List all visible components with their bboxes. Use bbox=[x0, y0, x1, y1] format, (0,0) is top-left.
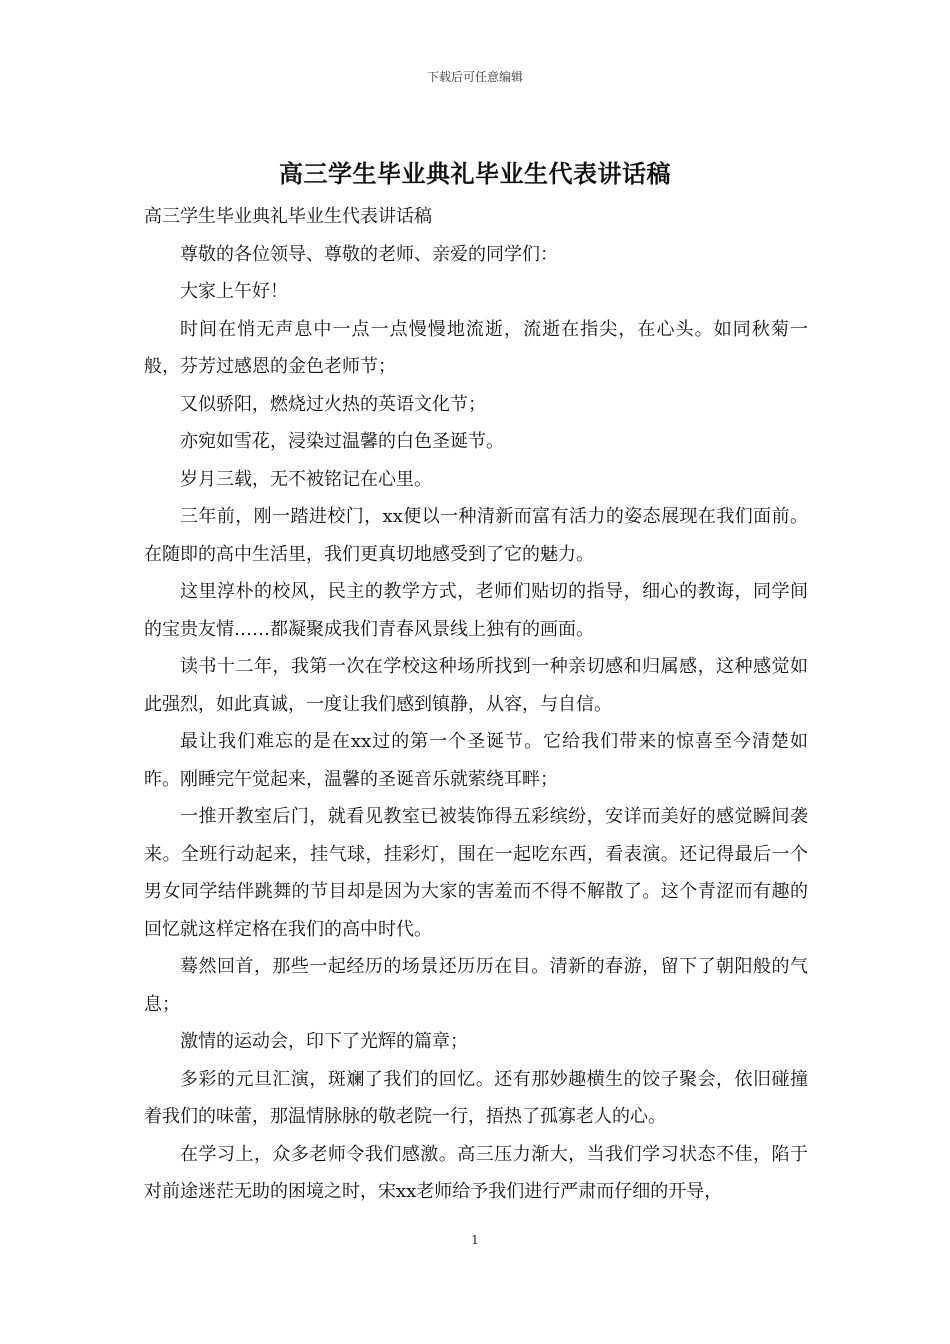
paragraph: 一推开教室后门，就看见教室已被装饰得五彩缤纷，安详而美好的感觉瞬间袭来。全班行动起来，挂气球，挂彩灯，围在一起吃东西，看表演。还记得最后一个男女同学结伴跳舞的节目却是因为大家的害羞而不得不解散了。这个青涩而有趣的回忆就这样定格在我们的高中时代。 bbox=[144, 806, 808, 940]
paragraph: 大家上午好！ bbox=[180, 281, 288, 302]
paragraph: 又似骄阳，燃烧过火热的英语文化节； bbox=[180, 393, 486, 415]
paragraph: 多彩的元旦汇演，斑斓了我们的回忆。还有那妙趣横生的饺子聚会，依旧碰撞着我们的味蕾，那温情脉脉的敬老院一行，捂热了孤寡老人的心。 bbox=[144, 1068, 808, 1127]
paragraph: 岁月三载，无不被铭记在心里。 bbox=[180, 468, 432, 490]
paragraph: 最让我们难忘的是在xx过的第一个圣诞节。它给我们带来的惊喜至今清楚如昨。刚睡完午觉起来，温馨的圣诞音乐就萦绕耳畔； bbox=[144, 731, 808, 790]
paragraph: 亦宛如雪花，浸染过温馨的白色圣诞节。 bbox=[180, 431, 504, 452]
page-header-note: 下载后可任意编辑 bbox=[426, 70, 523, 84]
paragraph: 尊敬的各位领导、尊敬的老师、亲爱的同学们： bbox=[180, 243, 558, 265]
document-title: 高三学生毕业典礼毕业生代表讲话稿 bbox=[279, 159, 671, 188]
paragraph: 读书十二年，我第一次在学校这种场所找到一种亲切感和归属感，这种感觉如此强烈，如此真诚，一度让我们感到镇静，从容，与自信。 bbox=[144, 656, 808, 715]
paragraph: 在学习上，众多老师令我们感激。高三压力渐大，当我们学习状态不佳，陷于对前途迷茫无助的困境之时，宋xx老师给予我们进行严肃而仔细的开导， bbox=[144, 1143, 808, 1202]
paragraph: 蓦然回首，那些一起经历的场景还历历在目。清新的春游，留下了朝阳般的气息； bbox=[144, 956, 808, 1015]
paragraph: 高三学生毕业典礼毕业生代表讲话稿 bbox=[144, 206, 432, 227]
paragraph: 时间在悄无声息中一点一点慢慢地流逝，流逝在指尖，在心头。如同秋菊一般，芬芳过感恩的金色老师节； bbox=[144, 318, 808, 377]
document-body bbox=[144, 198, 808, 1211]
paragraph: 激情的运动会，印下了光辉的篇章； bbox=[180, 1031, 468, 1052]
paragraph: 三年前，刚一踏进校门，xx便以一种清新而富有活力的姿态展现在我们面前。在随即的高中生活里，我们更真切地感受到了它的魅力。 bbox=[144, 506, 808, 565]
paragraph: 这里淳朴的校风，民主的教学方式，老师们贴切的指导，细心的教诲，同学间的宝贵友情……都凝聚成我们青春风景线上独有的画面。 bbox=[144, 581, 808, 640]
page-number: 1 bbox=[471, 1233, 479, 1247]
